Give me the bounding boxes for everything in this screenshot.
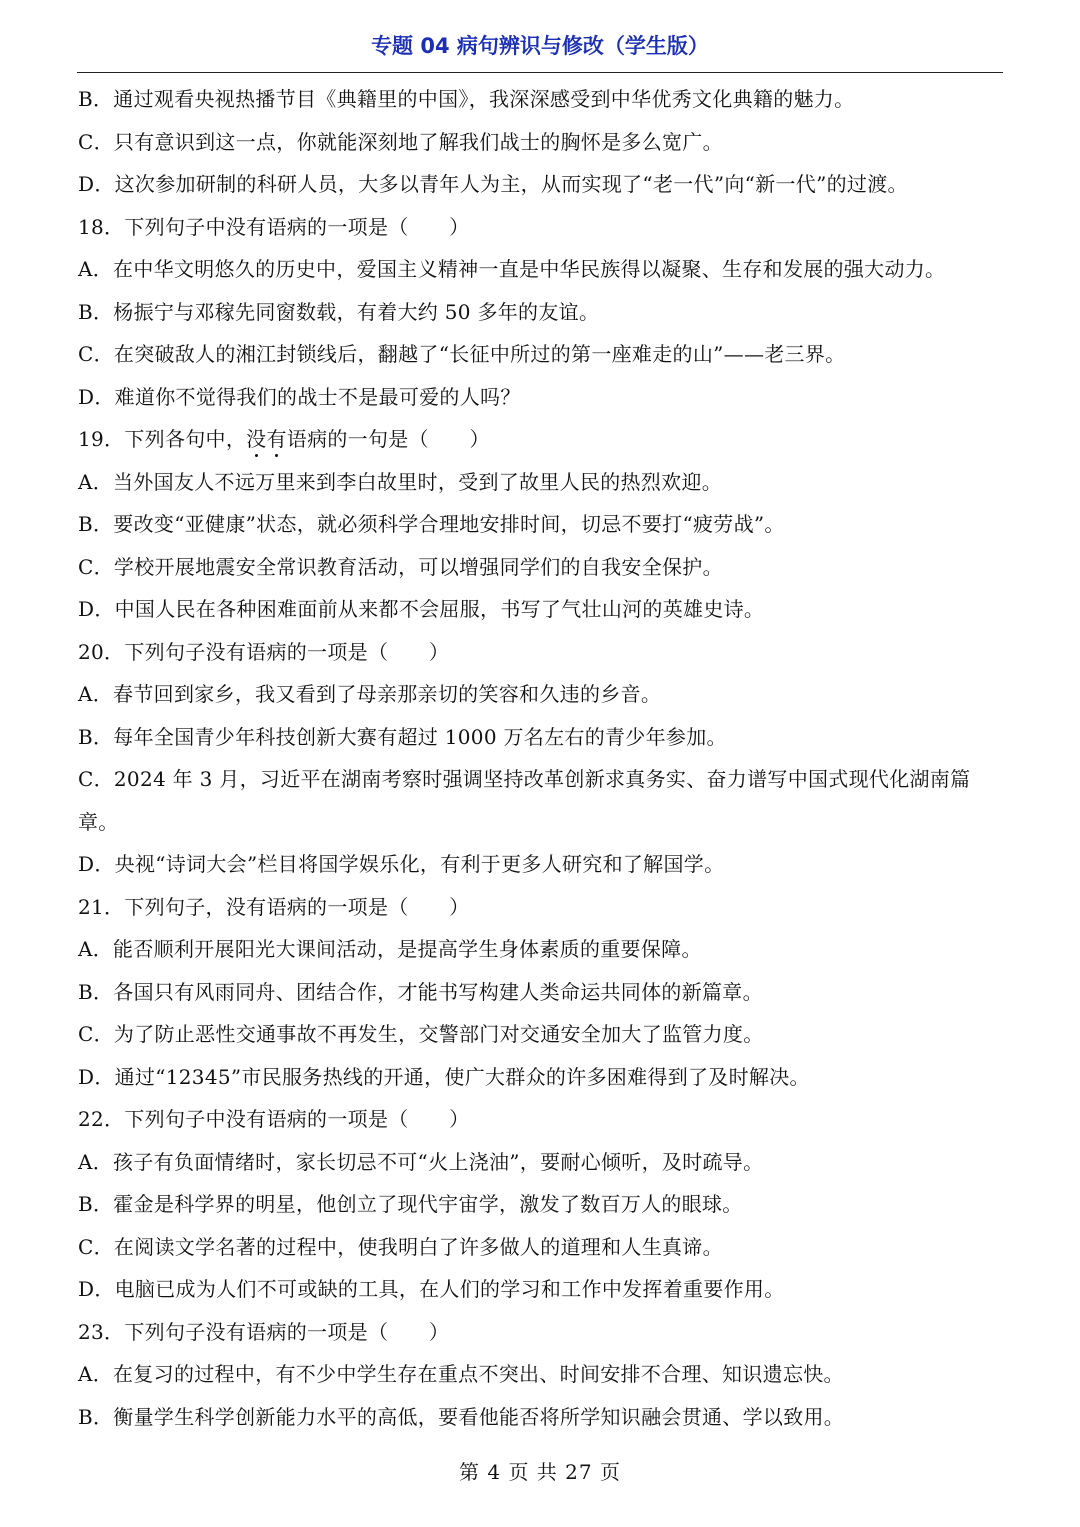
question-stem: 23．下列句子没有语病的一项是（ ） (78, 1319, 450, 1344)
option-line: A．春节回到家乡，我又看到了母亲那亲切的笑容和久违的乡音。 (78, 682, 662, 706)
question-stem: 21．下列句子，没有语病的一项是（ ） (78, 894, 470, 919)
option-line: B．衡量学生科学创新能力水平的高低，要看他能否将所学知识融会贯通、学以致用。 (78, 1404, 845, 1429)
option-line: D．中国人民在各种困难面前从来都不会屈服，书写了气壮山河的英雄史诗。 (78, 597, 765, 621)
question-stem: 18．下列句子中没有语病的一项是（ ） (78, 214, 470, 239)
option-line: A．在复习的过程中，有不少中学生存在重点不突出、时间安排不合理、知识遗忘快。 (78, 1362, 844, 1386)
option-line: B．杨振宁与邓稼先同窗数载，有着大约 50 多年的友谊。 (78, 299, 600, 324)
option-line: C．在阅读文学名著的过程中，使我明白了许多做人的道理和人生真谛。 (78, 1234, 723, 1259)
option-line: B．霍金是科学界的明星，他创立了现代宇宙学，激发了数百万人的眼球。 (78, 1192, 743, 1216)
question-stem: 22．下列句子中没有语病的一项是（ ） (78, 1107, 470, 1131)
emphasis-dotted-char: 有 (266, 418, 286, 461)
option-line: D．这次参加研制的科研人员，大多以青年人为主，从而实现了“老一代”向“新一代”的过渡。 (78, 172, 908, 196)
question-stem-prefix: 19．下列各句中， (78, 427, 247, 451)
option-line: D．电脑已成为人们不可或缺的工具，在人们的学习和工作中发挥着重要作用。 (78, 1277, 785, 1301)
option-line: C．在突破敌人的湘江封锁线后，翻越了“长征中所过的第一座难走的山”——老三界。 (78, 342, 846, 366)
option-line: B．要改变“亚健康”状态，就必须科学合理地安排时间，切忌不要打“疲劳战”。 (78, 512, 785, 536)
emphasis-dotted-char: 没 (246, 418, 266, 461)
option-line: B．各国只有风雨同舟、团结合作，才能书写构建人类命运共同体的新篇章。 (78, 979, 763, 1004)
header-divider (77, 72, 1003, 73)
option-line: A．当外国友人不远万里来到李白故里时，受到了故里人民的热烈欢迎。 (78, 469, 723, 494)
page-header-title: 专题 04 病句辨识与修改（学生版） (371, 34, 709, 58)
option-line-continuation: 章。 (78, 809, 119, 834)
option-line: D．央视“诗词大会”栏目将国学娱乐化，有利于更多人研究和了解国学。 (78, 852, 725, 876)
question-content (78, 78, 1008, 1438)
option-line: C．只有意识到这一点，你就能深刻地了解我们战士的胸怀是多么宽广。 (78, 129, 723, 154)
option-line: A．在中华文明悠久的历史中，爱国主义精神一直是中华民族得以凝聚、生存和发展的强大动力。 (78, 257, 946, 281)
option-line: A．孩子有负面情绪时，家长切忌不可“火上浇油”，要耐心倾听，及时疏导。 (78, 1149, 764, 1174)
option-line: C．为了防止恶性交通事故不再发生，交警部门对交通安全加大了监管力度。 (78, 1022, 764, 1046)
option-line: C．学校开展地震安全常识教育活动，可以增强同学们的自我安全保护。 (78, 554, 723, 579)
option-line: D．通过“12345”市民服务热线的开通，使广大群众的许多困难得到了及时解决。 (78, 1064, 810, 1089)
question-stem (78, 418, 1008, 461)
page-footer: 第 4 页 共 27 页 (459, 1460, 621, 1484)
option-line: A．能否顺利开展阳光大课间活动，是提高学生身体素质的重要保障。 (78, 937, 702, 961)
question-stem: 20．下列句子没有语病的一项是（ ） (78, 639, 450, 664)
option-line: D．难道你不觉得我们的战士不是最可爱的人吗？ (78, 384, 521, 409)
option-line: B．通过观看央视热播节目《典籍里的中国》，我深深感受到中华优秀文化典籍的魅力。 (78, 87, 855, 111)
option-line: B．每年全国青少年科技创新大赛有超过 1000 万名左右的青少年参加。 (78, 724, 727, 749)
question-stem-suffix: 语病的一句是（ ） (286, 427, 490, 451)
option-line: C．2024 年 3 月，习近平在湖南考察时强调坚持改革创新求真务实、奋力谱写中国式现代化湖南篇 (78, 767, 971, 791)
